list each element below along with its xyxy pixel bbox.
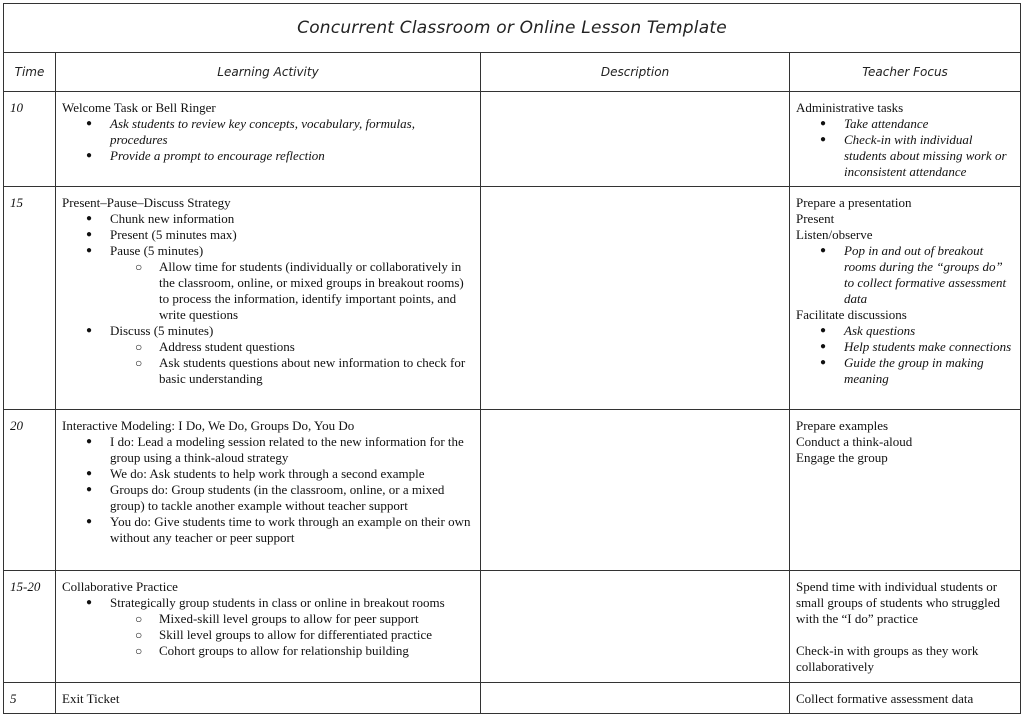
activity-heading: Interactive Modeling: I Do, We Do, Groups Do, You Do — [62, 418, 355, 433]
table-row — [4, 571, 1021, 683]
time-cell: 10 — [4, 92, 56, 187]
sub-list-item: ○ Ask students questions about new information to check for basic understanding — [159, 355, 474, 387]
focus-cell — [790, 187, 1021, 410]
sub-list — [110, 339, 474, 387]
header-description: Description — [481, 53, 790, 92]
focus-cell — [790, 92, 1021, 187]
focus-line: Facilitate discussions — [796, 307, 907, 322]
focus-heading: Administrative tasks — [796, 100, 904, 115]
focus-paragraph: Check-in with groups as they work collaboratively — [796, 643, 979, 674]
activity-heading: Present–Pause–Discuss Strategy — [62, 195, 231, 210]
time-cell: 5 — [4, 683, 56, 714]
list-item: ● Chunk new information — [110, 211, 474, 227]
list-item-label: Pause (5 minutes) — [110, 243, 204, 258]
lesson-template-sheet — [3, 3, 1020, 716]
activity-heading: Welcome Task or Bell Ringer — [62, 100, 216, 115]
focus-list — [796, 243, 1014, 307]
time-cell: 20 — [4, 410, 56, 571]
page-title: Concurrent Classroom or Online Lesson Template — [4, 4, 1021, 53]
description-cell — [481, 187, 790, 410]
lesson-table — [3, 3, 1021, 714]
focus-line: Engage the group — [796, 450, 888, 465]
description-cell — [481, 571, 790, 683]
sub-list-item: ○ Skill level groups to allow for differentiated practice — [159, 627, 474, 643]
table-row — [4, 410, 1021, 571]
activity-cell — [56, 683, 481, 714]
list-item: ● Groups do: Group students (in the classroom, online, or a mixed group) to tackle another example without teacher support — [110, 482, 474, 514]
list-item: ● Ask questions — [844, 323, 1014, 339]
sub-list-item: ○ Mixed-skill level groups to allow for peer support — [159, 611, 474, 627]
activity-list — [62, 595, 474, 659]
focus-line: Present — [796, 211, 835, 226]
table-row — [4, 92, 1021, 187]
description-cell — [481, 410, 790, 571]
time-cell: 15-20 — [4, 571, 56, 683]
focus-paragraph: Spend time with individual students or small groups of students who struggled with the “I do” practice — [796, 579, 1001, 626]
time-cell: 15 — [4, 187, 56, 410]
focus-list — [796, 323, 1014, 387]
focus-line: Collect formative assessment data — [796, 691, 974, 706]
header-activity: Learning Activity — [56, 53, 481, 92]
list-item — [110, 595, 474, 659]
list-item — [110, 243, 474, 323]
activity-list — [62, 116, 474, 164]
activity-cell — [56, 92, 481, 187]
activity-cell — [56, 410, 481, 571]
focus-line: Listen/observe — [796, 227, 873, 242]
description-cell — [481, 683, 790, 714]
sub-list — [110, 611, 474, 659]
focus-cell — [790, 683, 1021, 714]
list-item: ● Provide a prompt to encourage reflection — [110, 148, 474, 164]
focus-line: Prepare examples — [796, 418, 889, 433]
list-item: ● I do: Lead a modeling session related to the new information for the group using a think-aloud strategy — [110, 434, 474, 466]
list-item: ● You do: Give students time to work through an example on their own without any teacher or peer support — [110, 514, 474, 546]
title-row — [4, 4, 1021, 53]
list-item: ● Present (5 minutes max) — [110, 227, 474, 243]
focus-line: Prepare a presentation — [796, 195, 912, 210]
header-row — [4, 53, 1021, 92]
list-item: ● Guide the group in making meaning — [844, 355, 1014, 387]
list-item: ● We do: Ask students to help work through a second example — [110, 466, 474, 482]
list-item: ● Take attendance — [844, 116, 1014, 132]
list-item — [110, 323, 474, 387]
header-time: Time — [4, 53, 56, 92]
list-item: ● Check-in with individual students about missing work or inconsistent attendance — [844, 132, 1014, 180]
activity-heading: Exit Ticket — [62, 691, 120, 706]
activity-list — [62, 434, 474, 546]
sub-list-item: ○ Allow time for students (individually or collaboratively in the classroom, online, or mixed groups in breakout rooms) to process the information, identify important points, and write questions — [159, 259, 474, 323]
activity-cell — [56, 571, 481, 683]
header-teacher-focus: Teacher Focus — [790, 53, 1021, 92]
activity-heading: Collaborative Practice — [62, 579, 178, 594]
list-item-label: Strategically group students in class or online in breakout rooms — [110, 595, 445, 610]
sub-list-item: ○ Address student questions — [159, 339, 474, 355]
table-row — [4, 683, 1021, 714]
activity-list — [62, 211, 474, 387]
table-row — [4, 187, 1021, 410]
focus-cell — [790, 410, 1021, 571]
list-item: ● Pop in and out of breakout rooms during the “groups do” to collect formative assessment data — [844, 243, 1014, 307]
list-item-label: Discuss (5 minutes) — [110, 323, 214, 338]
list-item: ● Ask students to review key concepts, vocabulary, formulas, procedures — [110, 116, 474, 148]
description-cell — [481, 92, 790, 187]
focus-line: Conduct a think-aloud — [796, 434, 913, 449]
sub-list — [110, 259, 474, 323]
sub-list-item: ○ Cohort groups to allow for relationship building — [159, 643, 474, 659]
focus-list — [796, 116, 1014, 180]
activity-cell — [56, 187, 481, 410]
list-item: ● Help students make connections — [844, 339, 1014, 355]
focus-cell — [790, 571, 1021, 683]
